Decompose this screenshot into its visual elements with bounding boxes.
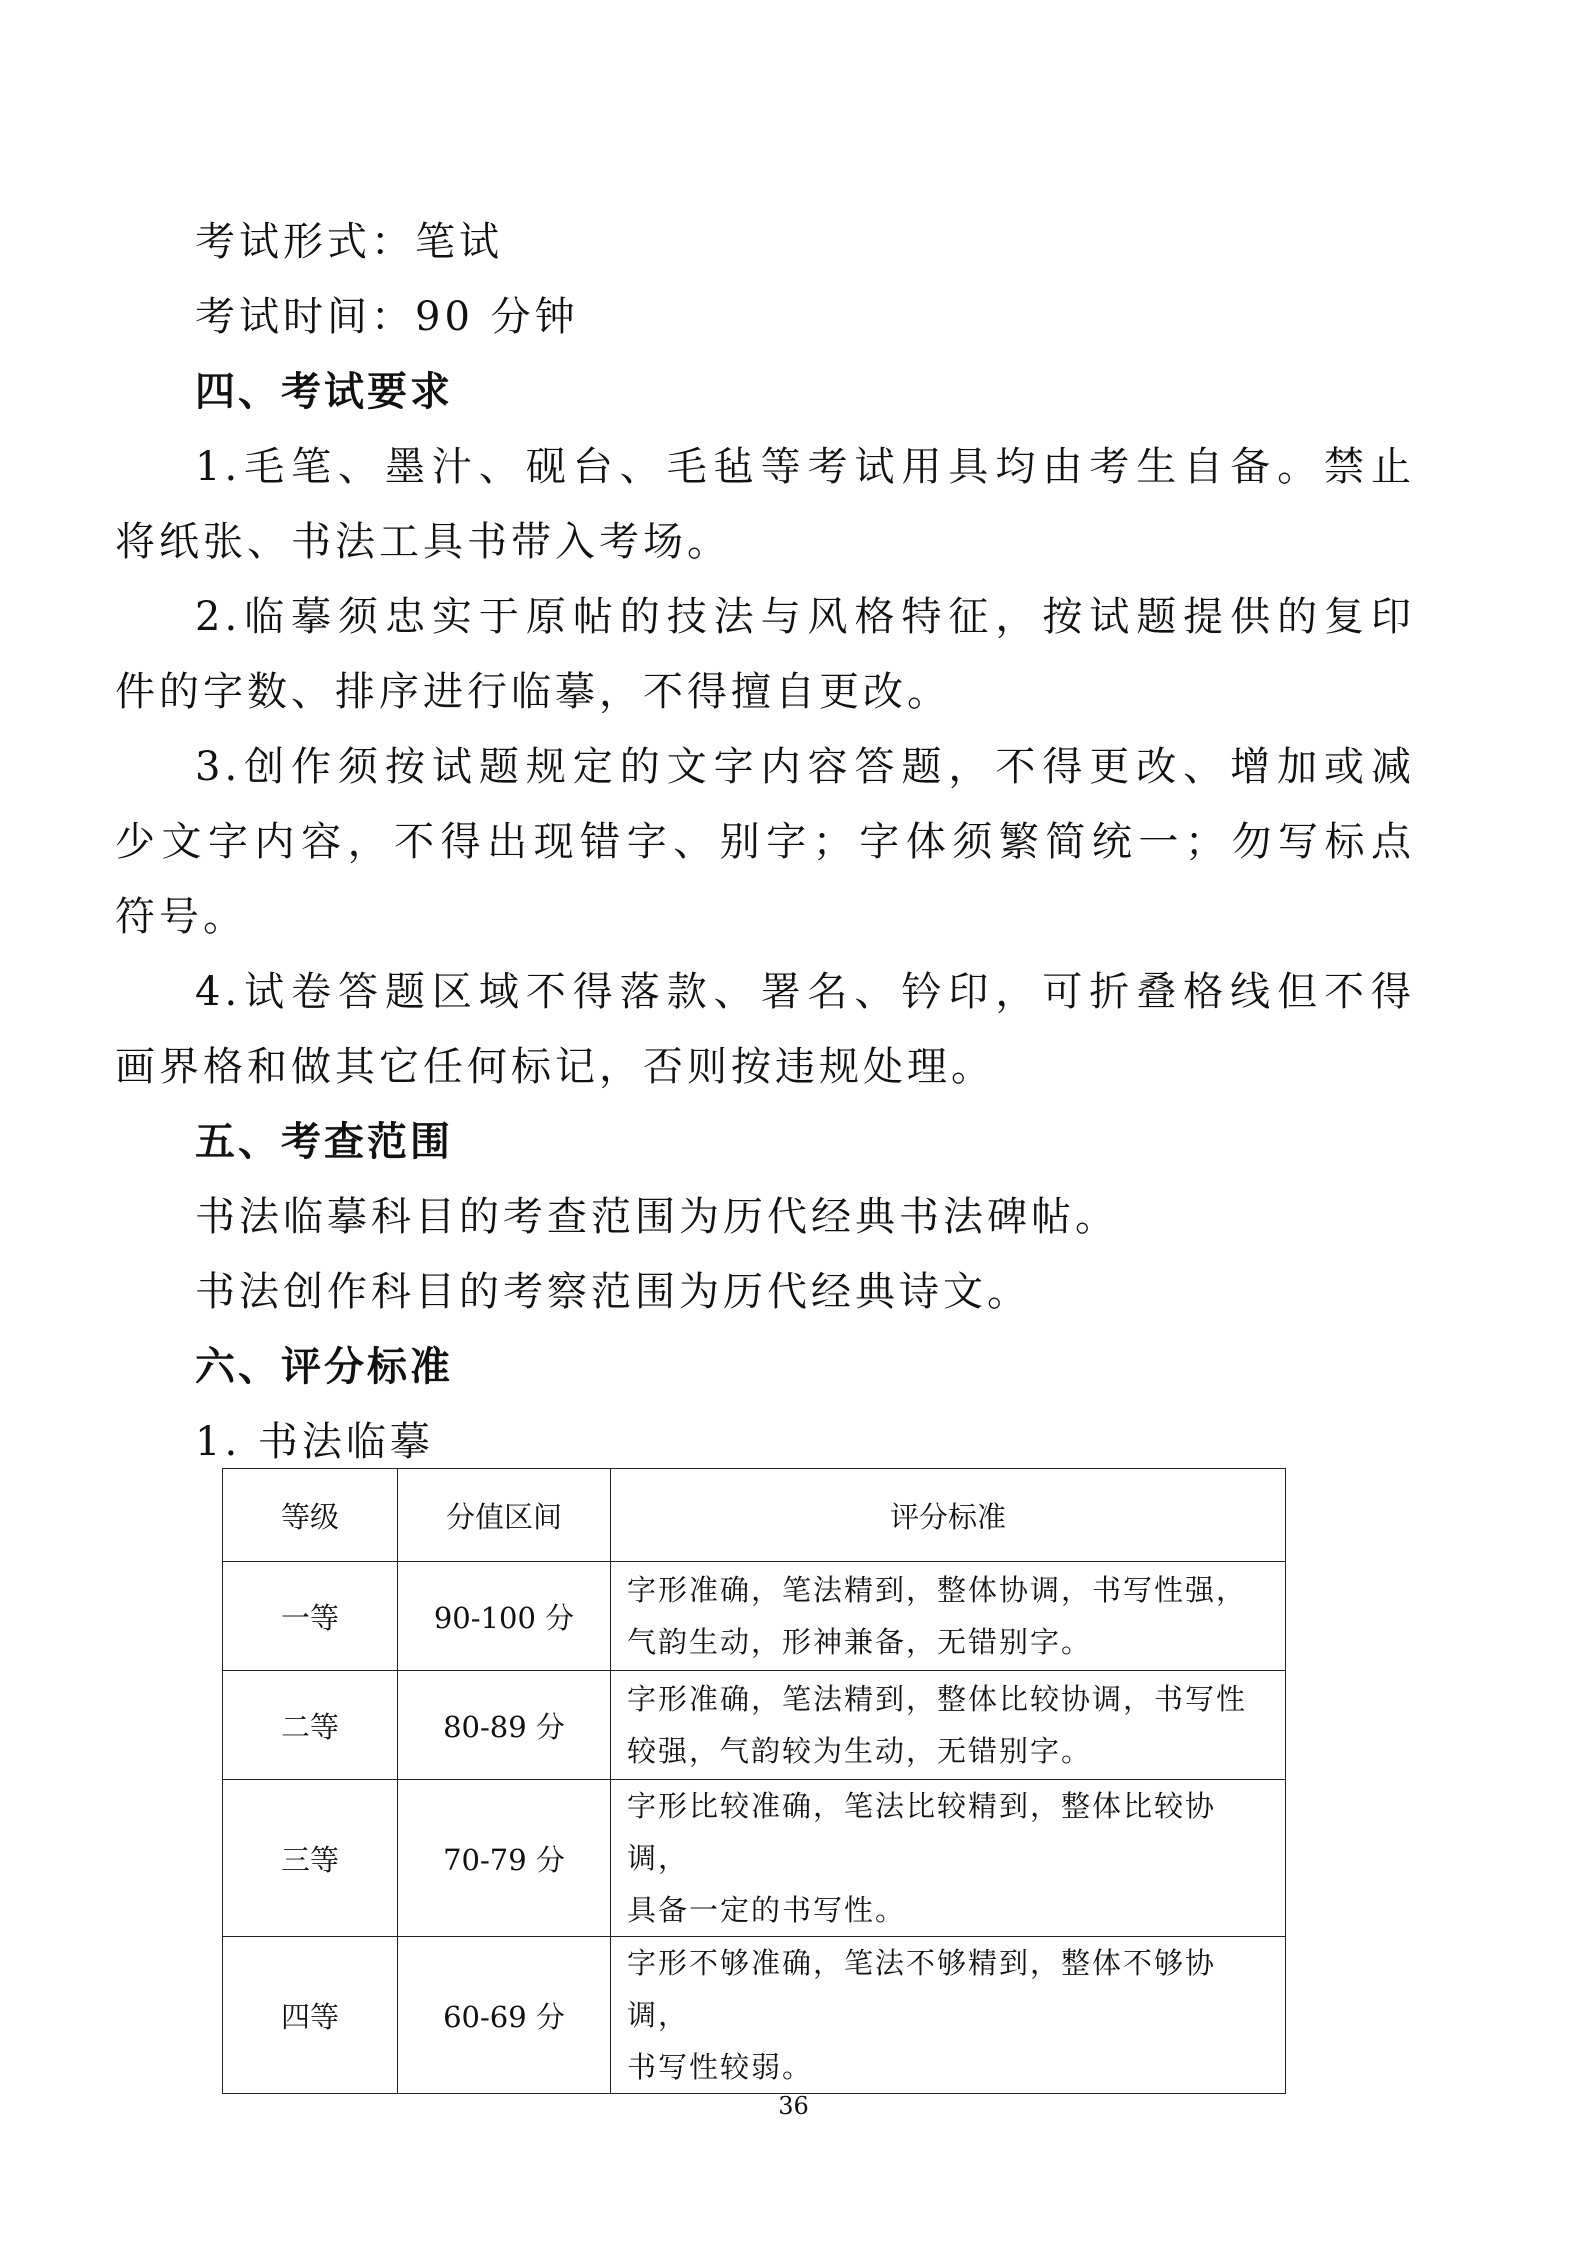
section-4-item-2-line-2: 件的字数、排序进行临摹，不得擅自更改。 [115, 669, 951, 715]
grade-cell: 一等 [223, 1562, 398, 1671]
table-row [223, 1562, 1286, 1671]
section-4-title: 四、考试要求 [195, 369, 453, 415]
criteria-line: 书写性较弱。 [627, 2050, 814, 2084]
column-header-criteria: 评分标准 [611, 1469, 1286, 1562]
exam-form: 考试形式：笔试 [195, 219, 503, 265]
grade-cell: 二等 [223, 1671, 398, 1780]
range-cell: 90-100 分 [398, 1562, 611, 1671]
section-4-item-3-line-2: 少文字内容，不得出现错字、别字；字体须繁简统一；勿写标点 [115, 819, 1415, 865]
exam-time: 考试时间：90 分钟 [195, 294, 579, 340]
criteria-cell [611, 1937, 1286, 2094]
section-4-item-3-line-1: 3.创作须按试题规定的文字内容答题，不得更改、增加或减 [195, 744, 1415, 790]
table-row [223, 1780, 1286, 1937]
criteria-cell [611, 1671, 1286, 1780]
section-5-para-1: 书法临摹科目的考查范围为历代经典书法碑帖。 [195, 1194, 1119, 1240]
section-4-item-4-line-1: 4.试卷答题区域不得落款、署名、钤印，可折叠格线但不得 [195, 969, 1415, 1015]
column-header-range: 分值区间 [398, 1469, 611, 1562]
column-header-grade: 等级 [223, 1469, 398, 1562]
range-cell: 60-69 分 [398, 1937, 611, 2094]
grade-cell: 三等 [223, 1780, 398, 1937]
criteria-line: 字形不够准确，笔法不够精到，整体不够协调， [627, 1946, 1217, 2032]
section-4-item-3-line-3: 符号。 [115, 894, 247, 940]
section-4-item-2-line-1: 2.临摹须忠实于原帖的技法与风格特征，按试题提供的复印 [195, 594, 1415, 640]
section-6-subheading: 1. 书法临摹 [195, 1419, 434, 1465]
section-6-title: 六、评分标准 [195, 1344, 453, 1390]
section-5-para-2: 书法创作科目的考察范围为历代经典诗文。 [195, 1269, 1031, 1315]
table-header-row [223, 1469, 1286, 1562]
criteria-cell [611, 1780, 1286, 1937]
section-4-item-4-line-2: 画界格和做其它任何标记，否则按违规处理。 [115, 1044, 995, 1090]
grade-cell: 四等 [223, 1937, 398, 2094]
range-cell: 80-89 分 [398, 1671, 611, 1780]
table-row [223, 1937, 1286, 2094]
range-cell: 70-79 分 [398, 1780, 611, 1937]
criteria-line: 字形准确，笔法精到，整体协调，书写性强， [627, 1573, 1248, 1607]
document-body [115, 205, 1415, 1480]
page-number: 36 [778, 2092, 809, 2120]
section-4-item-1-line-1: 1.毛笔、墨汁、砚台、毛毡等考试用具均由考生自备。禁止 [195, 444, 1415, 490]
criteria-line: 字形比较准确，笔法比较精到，整体比较协调， [627, 1789, 1217, 1875]
section-4-item-1-line-2: 将纸张、书法工具书带入考场。 [115, 519, 731, 565]
criteria-line: 字形准确，笔法精到，整体比较协调，书写性 [627, 1682, 1248, 1716]
criteria-line: 气韵生动，形神兼备，无错别字。 [627, 1625, 1093, 1659]
section-5-title: 五、考查范围 [195, 1119, 453, 1165]
criteria-line: 较强，气韵较为生动，无错别字。 [627, 1734, 1093, 1768]
criteria-line: 具备一定的书写性。 [627, 1893, 907, 1927]
scoring-table [222, 1468, 1286, 2094]
table-row [223, 1671, 1286, 1780]
criteria-cell [611, 1562, 1286, 1671]
